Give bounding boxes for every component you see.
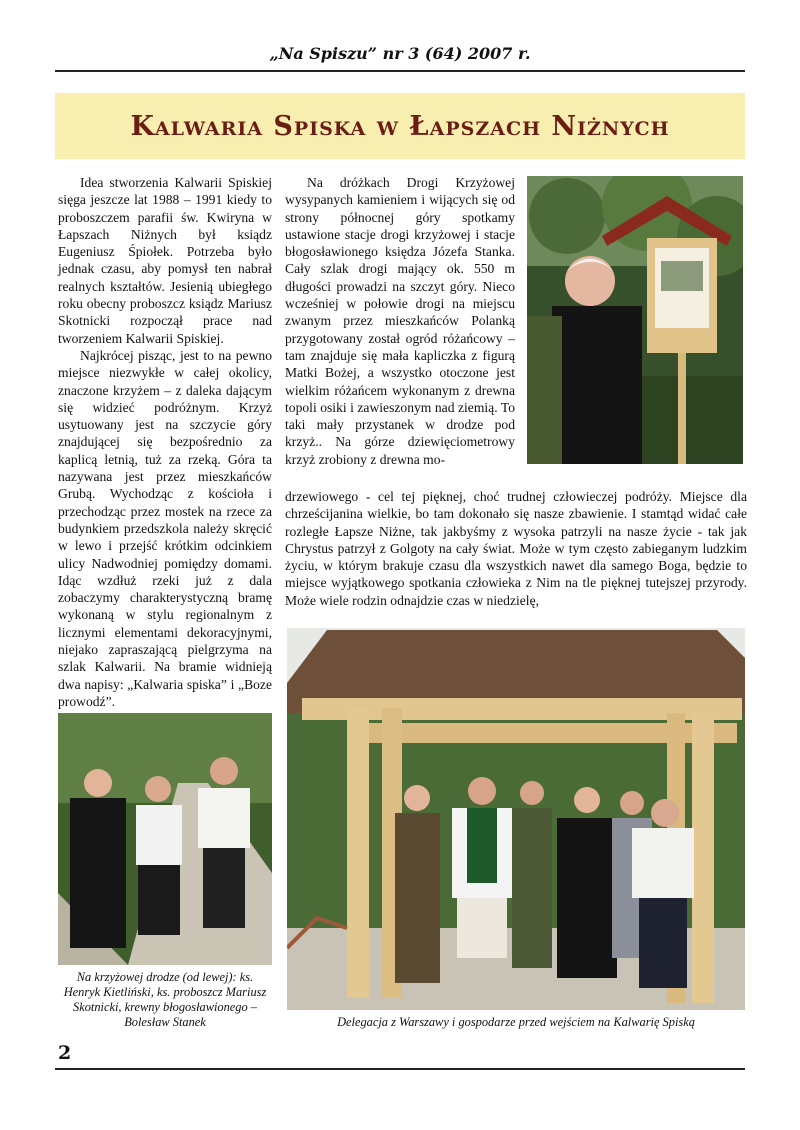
caption-left: Na krzyżowej drodze (od lewej): ks. Henryk Kietliński, ks. proboszcz Mariusz Skotnicki, krewny błogosławionego – Bolesław Stanek [63,970,267,1029]
title-band [55,93,745,159]
caption-bottom: Delegacja z Warszawy i gospodarze przed wejściem na Kalwarię Spiską [337,1015,695,1029]
photo-group-gate-image [287,628,745,1010]
footer-rule [55,1068,745,1070]
header-rule [55,70,745,72]
page-number: 2 [58,1042,72,1064]
column-2-top [285,174,515,468]
paragraph-2: Najkrócej pisząc, jest to na pewno miejsce niezwykłe w całej okolicy, znaczone krzyżem – z daleka dającym się widzieć podróżnym. Krzyż usytuowany jest na szczycie góry znajdującej się bezpośrednio za kaplicą letnią, tuż za rzeką. Góra ta nazywana jest przez mieszkańców Grubą. Wychodząc z kościoła i przechodząc przez mostek na rzece za budynkiem przedszkola należy skręcić w lewo i przejść krótkim odcinkiem ulicy Nadwodniej pomiędzy domami. Idąc wzdłuż rzeki już z dala zobaczymy charakterystyczną bramę wykonaną w stylu regionalnym z licznymi elementami dekoracyjnymi, niejako zapraszającą pielgrzyma na szlak Kalwarii. Na bramie widnieją dwa napisy: „Kalwaria spiska” i „Boze prowodź”. [58,347,272,709]
photo-three-men-path [58,713,272,965]
photo-priest-station-image [527,176,743,464]
photo-three-men-path-image [58,713,272,965]
column-2-wide [285,488,747,609]
issue-header: „Na Spiszu” nr 3 (64) 2007 r. [269,44,531,63]
paragraph-3: Na dróżkach Drogi Krzyżowej wysypanych kamieniem i wijących się od strony północnej góry spotkamy ustawione stacje drogi krzyżowej i stacje błogosławionego księdza Józefa Stanka. Cały szlak drogi mający ok. 550 m długości prowadzi na szczyt góry. Nieco wcześniej w połowie drogi na miejscu zwanym przez mieszkańców Polanką przygotowany został ogród różańcowy – tam znajduje się mała kapliczka z figurą Matki Bożej, a wszystko otoczone jest wielkim różańcem wykonanym z drewna topoli osiki i zawieszonym nad ziemią. To taki mały przystanek w drodze pod krzyż.. Na górze dziewięciometrowy krzyż zrobiony z drewna mo- [285,175,515,467]
photo-priest-station [527,176,743,464]
column-1 [58,174,272,710]
article-title: Kalwaria Spiska w Łapszach Niżnych [130,110,670,142]
paragraph-1: Idea stworzenia Kalwarii Spiskiej sięga jeszcze lat 1988 – 1991 kiedy to proboszczem parafii św. Kwiryna w Łapszach Niżnych był ksiądz Eugeniusz Śpiołek. Potrzeba było jednak czasu, aby pomysł ten nabrał realnych kształtów. Jesienią ubiegłego roku obecny proboszcz ksiądz Mariusz Skotnicki rozpoczął prace nad tworzeniem Kalwarii Spiskiej. [58,175,272,346]
paragraph-3-continued: drzewiowego - cel tej pięknej, choć trudnej człowieczej podróży. Miejsce dla chrześcijanina wielkie, bo tam dokonało się nasze zbawienie. I stamtąd widać całe rozległe Łapsze Niżne, tak jakbyśmy z wysoka patrzyli na nasze życie - tak jak Chrystus patrzył z Golgoty na cały świat. Może w tym często zabieganym ludzkim życiu, w którym brakuje czasu dla wszystkich nawet dla samego Boga, będzie to miejsce wyjątkowego spotkania człowieka z Nim na tle pięknej tutejszej przyrody. Może wiele rodzin odnajdzie czas w niedzielę, [285,489,747,608]
photo-group-gate [287,628,745,1010]
